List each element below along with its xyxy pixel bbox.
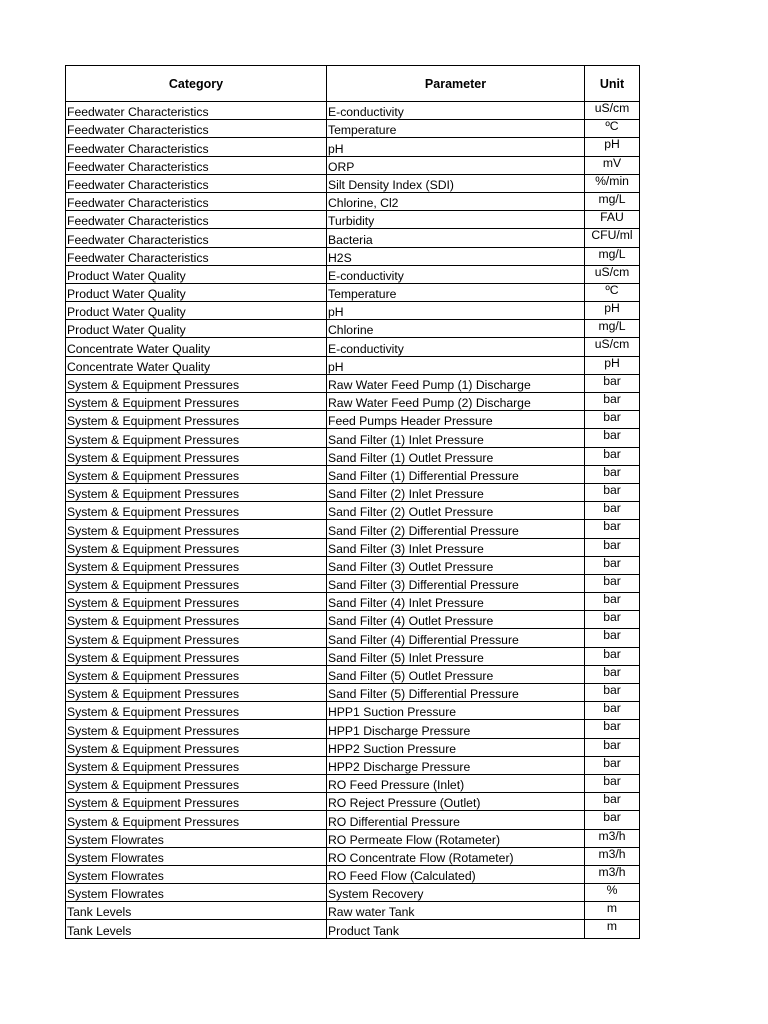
- table-row: [66, 120, 640, 138]
- cell-unit: bar: [585, 393, 640, 411]
- cell-category: Product Water Quality: [66, 265, 327, 283]
- cell-unit: bar: [585, 629, 640, 647]
- cell-unit: bar: [585, 520, 640, 538]
- table-row: [66, 538, 640, 556]
- cell-parameter: pH: [327, 356, 585, 374]
- table-row: [66, 520, 640, 538]
- cell-category: System & Equipment Pressures: [66, 629, 327, 647]
- table-row: [66, 774, 640, 792]
- cell-parameter: HPP1 Discharge Pressure: [327, 720, 585, 738]
- cell-category: System & Equipment Pressures: [66, 665, 327, 683]
- cell-parameter: Sand Filter (4) Differential Pressure: [327, 629, 585, 647]
- cell-parameter: E-conductivity: [327, 338, 585, 356]
- cell-parameter: Sand Filter (4) Inlet Pressure: [327, 593, 585, 611]
- cell-unit: bar: [585, 483, 640, 501]
- cell-category: Feedwater Characteristics: [66, 102, 327, 120]
- table-row: [66, 283, 640, 301]
- cell-parameter: Product Tank: [327, 920, 585, 938]
- table-row: [66, 356, 640, 374]
- table-row: [66, 847, 640, 865]
- table-row: [66, 465, 640, 483]
- cell-parameter: Raw Water Feed Pump (1) Discharge: [327, 374, 585, 392]
- table-row: [66, 138, 640, 156]
- cell-unit: uS/cm: [585, 338, 640, 356]
- cell-category: Tank Levels: [66, 902, 327, 920]
- table-row: [66, 720, 640, 738]
- table-row: [66, 483, 640, 501]
- table-row: [66, 156, 640, 174]
- cell-unit: CFU/ml: [585, 229, 640, 247]
- table-row: [66, 738, 640, 756]
- cell-category: System & Equipment Pressures: [66, 702, 327, 720]
- cell-parameter: HPP2 Discharge Pressure: [327, 756, 585, 774]
- cell-parameter: Sand Filter (5) Outlet Pressure: [327, 665, 585, 683]
- cell-category: System & Equipment Pressures: [66, 393, 327, 411]
- table-row: [66, 629, 640, 647]
- cell-parameter: Sand Filter (5) Differential Pressure: [327, 684, 585, 702]
- table-row: [66, 574, 640, 592]
- cell-parameter: Raw water Tank: [327, 902, 585, 920]
- cell-category: Concentrate Water Quality: [66, 338, 327, 356]
- table-row: [66, 502, 640, 520]
- table-row: [66, 247, 640, 265]
- table-row: [66, 192, 640, 210]
- cell-parameter: Silt Density Index (SDI): [327, 174, 585, 192]
- cell-parameter: Sand Filter (2) Inlet Pressure: [327, 483, 585, 501]
- cell-unit: bar: [585, 429, 640, 447]
- cell-parameter: Sand Filter (5) Inlet Pressure: [327, 647, 585, 665]
- cell-category: System & Equipment Pressures: [66, 556, 327, 574]
- table-row: [66, 338, 640, 356]
- cell-unit: pH: [585, 356, 640, 374]
- cell-category: System & Equipment Pressures: [66, 684, 327, 702]
- cell-category: System & Equipment Pressures: [66, 374, 327, 392]
- cell-unit: bar: [585, 374, 640, 392]
- cell-parameter: Sand Filter (3) Differential Pressure: [327, 574, 585, 592]
- header-unit: Unit: [585, 66, 640, 102]
- cell-unit: bar: [585, 556, 640, 574]
- cell-parameter: RO Differential Pressure: [327, 811, 585, 829]
- cell-parameter: H2S: [327, 247, 585, 265]
- cell-unit: m3/h: [585, 865, 640, 883]
- cell-category: System & Equipment Pressures: [66, 611, 327, 629]
- table-row: [66, 684, 640, 702]
- cell-category: Product Water Quality: [66, 320, 327, 338]
- cell-category: System & Equipment Pressures: [66, 429, 327, 447]
- cell-unit: bar: [585, 665, 640, 683]
- table-row: [66, 793, 640, 811]
- cell-unit: uS/cm: [585, 102, 640, 120]
- cell-category: Feedwater Characteristics: [66, 211, 327, 229]
- cell-unit: m: [585, 920, 640, 938]
- parameter-table: [65, 65, 640, 939]
- cell-unit: ºC: [585, 120, 640, 138]
- cell-category: Product Water Quality: [66, 302, 327, 320]
- cell-category: System Flowrates: [66, 865, 327, 883]
- table-row: [66, 102, 640, 120]
- header-category: Category: [66, 66, 327, 102]
- cell-unit: m: [585, 902, 640, 920]
- table-row: [66, 320, 640, 338]
- cell-parameter: Raw Water Feed Pump (2) Discharge: [327, 393, 585, 411]
- cell-unit: mg/L: [585, 192, 640, 210]
- cell-parameter: HPP2 Suction Pressure: [327, 738, 585, 756]
- cell-parameter: Chlorine: [327, 320, 585, 338]
- cell-category: Feedwater Characteristics: [66, 174, 327, 192]
- cell-category: Feedwater Characteristics: [66, 156, 327, 174]
- table-row: [66, 756, 640, 774]
- cell-category: System Flowrates: [66, 847, 327, 865]
- cell-unit: %/min: [585, 174, 640, 192]
- table-row: [66, 556, 640, 574]
- cell-parameter: Sand Filter (4) Outlet Pressure: [327, 611, 585, 629]
- cell-parameter: Sand Filter (3) Outlet Pressure: [327, 556, 585, 574]
- cell-category: System & Equipment Pressures: [66, 411, 327, 429]
- cell-parameter: System Recovery: [327, 884, 585, 902]
- table-row: [66, 393, 640, 411]
- table-row: [66, 374, 640, 392]
- cell-category: System & Equipment Pressures: [66, 793, 327, 811]
- cell-unit: ºC: [585, 283, 640, 301]
- table-row: [66, 411, 640, 429]
- table-row: [66, 920, 640, 938]
- cell-category: System & Equipment Pressures: [66, 756, 327, 774]
- cell-category: System & Equipment Pressures: [66, 538, 327, 556]
- cell-parameter: E-conductivity: [327, 265, 585, 283]
- cell-unit: bar: [585, 702, 640, 720]
- cell-category: System & Equipment Pressures: [66, 574, 327, 592]
- cell-parameter: pH: [327, 138, 585, 156]
- cell-parameter: RO Reject Pressure (Outlet): [327, 793, 585, 811]
- table-row: [66, 429, 640, 447]
- cell-unit: bar: [585, 411, 640, 429]
- cell-parameter: RO Concentrate Flow (Rotameter): [327, 847, 585, 865]
- cell-unit: bar: [585, 774, 640, 792]
- cell-unit: bar: [585, 538, 640, 556]
- cell-category: System Flowrates: [66, 829, 327, 847]
- cell-parameter: RO Feed Flow (Calculated): [327, 865, 585, 883]
- cell-unit: bar: [585, 684, 640, 702]
- cell-unit: bar: [585, 611, 640, 629]
- cell-category: System & Equipment Pressures: [66, 647, 327, 665]
- table-row: [66, 665, 640, 683]
- cell-parameter: ORP: [327, 156, 585, 174]
- cell-parameter: Sand Filter (1) Inlet Pressure: [327, 429, 585, 447]
- cell-category: Feedwater Characteristics: [66, 229, 327, 247]
- cell-unit: m3/h: [585, 829, 640, 847]
- cell-unit: bar: [585, 593, 640, 611]
- cell-parameter: pH: [327, 302, 585, 320]
- cell-parameter: Temperature: [327, 120, 585, 138]
- cell-unit: mg/L: [585, 247, 640, 265]
- cell-category: System & Equipment Pressures: [66, 483, 327, 501]
- cell-parameter: Sand Filter (2) Outlet Pressure: [327, 502, 585, 520]
- cell-unit: bar: [585, 502, 640, 520]
- cell-parameter: E-conductivity: [327, 102, 585, 120]
- cell-parameter: Sand Filter (1) Differential Pressure: [327, 465, 585, 483]
- cell-unit: mV: [585, 156, 640, 174]
- cell-unit: bar: [585, 811, 640, 829]
- cell-unit: mg/L: [585, 320, 640, 338]
- cell-category: Feedwater Characteristics: [66, 138, 327, 156]
- cell-parameter: RO Permeate Flow (Rotameter): [327, 829, 585, 847]
- table-row: [66, 865, 640, 883]
- cell-category: Tank Levels: [66, 920, 327, 938]
- cell-category: Feedwater Characteristics: [66, 192, 327, 210]
- cell-parameter: HPP1 Suction Pressure: [327, 702, 585, 720]
- cell-unit: bar: [585, 447, 640, 465]
- cell-category: System & Equipment Pressures: [66, 593, 327, 611]
- cell-category: System Flowrates: [66, 884, 327, 902]
- cell-category: System & Equipment Pressures: [66, 811, 327, 829]
- cell-unit: bar: [585, 465, 640, 483]
- table-row: [66, 902, 640, 920]
- header-parameter: Parameter: [327, 66, 585, 102]
- table-body: [66, 102, 640, 939]
- table-row: [66, 884, 640, 902]
- cell-parameter: Feed Pumps Header Pressure: [327, 411, 585, 429]
- table-row: [66, 229, 640, 247]
- table-row: [66, 829, 640, 847]
- cell-category: System & Equipment Pressures: [66, 774, 327, 792]
- table-row: [66, 447, 640, 465]
- cell-category: System & Equipment Pressures: [66, 465, 327, 483]
- table-row: [66, 265, 640, 283]
- cell-category: System & Equipment Pressures: [66, 502, 327, 520]
- cell-unit: FAU: [585, 211, 640, 229]
- cell-category: System & Equipment Pressures: [66, 720, 327, 738]
- cell-unit: %: [585, 884, 640, 902]
- cell-unit: pH: [585, 138, 640, 156]
- cell-category: System & Equipment Pressures: [66, 738, 327, 756]
- cell-unit: pH: [585, 302, 640, 320]
- table-row: [66, 811, 640, 829]
- cell-parameter: Sand Filter (1) Outlet Pressure: [327, 447, 585, 465]
- cell-unit: bar: [585, 738, 640, 756]
- cell-category: System & Equipment Pressures: [66, 447, 327, 465]
- cell-parameter: Chlorine, Cl2: [327, 192, 585, 210]
- cell-parameter: Bacteria: [327, 229, 585, 247]
- cell-parameter: Sand Filter (3) Inlet Pressure: [327, 538, 585, 556]
- cell-unit: bar: [585, 647, 640, 665]
- cell-unit: m3/h: [585, 847, 640, 865]
- cell-unit: bar: [585, 756, 640, 774]
- cell-category: Feedwater Characteristics: [66, 120, 327, 138]
- cell-parameter: Sand Filter (2) Differential Pressure: [327, 520, 585, 538]
- table-row: [66, 593, 640, 611]
- cell-unit: bar: [585, 793, 640, 811]
- table-row: [66, 647, 640, 665]
- cell-category: Feedwater Characteristics: [66, 247, 327, 265]
- cell-unit: bar: [585, 574, 640, 592]
- cell-parameter: Turbidity: [327, 211, 585, 229]
- header-row: [66, 66, 640, 102]
- table-row: [66, 611, 640, 629]
- cell-category: Product Water Quality: [66, 283, 327, 301]
- table-row: [66, 302, 640, 320]
- cell-unit: uS/cm: [585, 265, 640, 283]
- table-row: [66, 702, 640, 720]
- cell-category: System & Equipment Pressures: [66, 520, 327, 538]
- cell-parameter: RO Feed Pressure (Inlet): [327, 774, 585, 792]
- cell-category: Concentrate Water Quality: [66, 356, 327, 374]
- table-row: [66, 174, 640, 192]
- cell-parameter: Temperature: [327, 283, 585, 301]
- cell-unit: bar: [585, 720, 640, 738]
- table-row: [66, 211, 640, 229]
